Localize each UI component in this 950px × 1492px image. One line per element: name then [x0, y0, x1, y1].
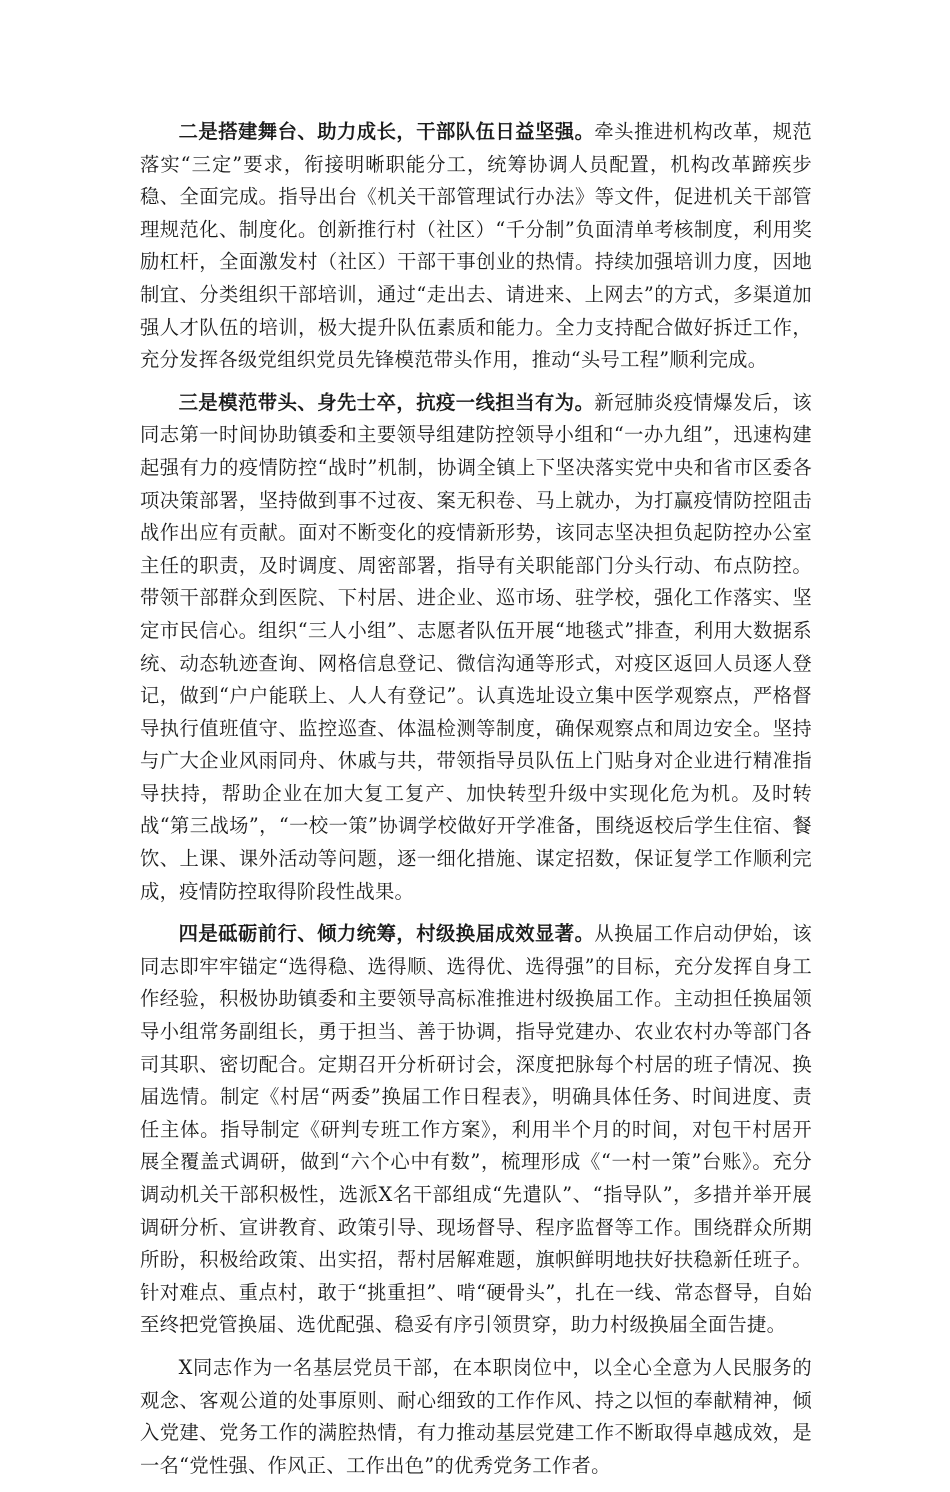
- paragraph-epidemic: [140, 387, 812, 909]
- paragraph-body: 新冠肺炎疫情爆发后，该同志第一时间协助镇委和主要领导组建防控领导小组和“一办九组”，迅速构建起强有力的疫情防控“战时”机制，协调全镇上下坚决落实党中央和省市区委各项决策部署，坚持做到事不过夜、案无积卷、马上就办，为打赢疫情防控阻击战作出应有贡献。面对不断变化的疫情新形势，该同志坚决担负起防控办公室主任的职责，及时调度、周密部署，指导有关职能部门分头行动、布点防控。带领干部群众到医院、下村居、进企业、巡市场、驻学校，强化工作落实、坚定市民信心。组织“三人小组”、志愿者队伍开展“地毯式”排查，利用大数据系统、动态轨迹查询、网格信息登记、微信沟通等形式，对疫区返回人员逐人登记，做到“户户能联上、人人有登记”。认真选址设立集中医学观察点，严格督导执行值班值守、监控巡查、体温检测等制度，确保观察点和周边安全。坚持与广大企业风雨同舟、休戚与共，带领指导员队伍上门贴身对企业进行精准指导扶持，帮助企业在加大复工复产、加快转型升级中实现化危为机。及时转战“第三战场”，“一校一策”协调学校做好开学准备，围绕返校后学生住宿、餐饮、上课、课外活动等问题，逐一细化措施、谋定招数，保证复学工作顺利完成，疫情防控取得阶段性战果。: [140, 390, 812, 903]
- document-page: [140, 116, 812, 1492]
- paragraph-lead: 二是搭建舞台、助力成长，干部队伍日益坚强。: [178, 120, 595, 143]
- paragraph-cadre-team: [140, 116, 812, 377]
- paragraph-body: 从换届工作启动伊始，该同志即牢牢锚定“选得稳、选得顺、选得优、选得强”的目标，充分发挥自身工作经验，积极协助镇委和主要领导高标准推进村级换届工作。主动担任换届领导小组常务副组长，勇于担当、善于协调，指导党建办、农业农村办等部门各司其职、密切配合。定期召开分析研讨会，深度把脉每个村居的班子情况、换届选情。制定《村居“两委”换届工作日程表》，明确具体任务、时间进度、责任主体。指导制定《研判专班工作方案》，利用半个月的时间，对包干村居开展全覆盖式调研，做到“六个心中有数”，梳理形成《“一村一策”台账》。充分调动机关干部积极性，选派X名干部组成“先遣队”、“指导队”，多措并举开展调研分析、宣讲教育、政策引导、现场督导、程序监督等工作。围绕群众所期所盼，积极给政策、出实招，帮村居解难题，旗帜鲜明地扶好扶稳新任班子。针对难点、重点村，敢于“挑重担”、啃“硬骨头”，扎在一线、常态督导，自始至终把党管换届、选优配强、稳妥有序引领贯穿，助力村级换届全面告捷。: [140, 922, 812, 1337]
- paragraph-lead: 四是砥砺前行、倾力统筹，村级换届成效显著。: [178, 922, 595, 946]
- paragraph-body: 牵头推进机构改革，规范落实“三定”要求，衔接明晰职能分工，统筹协调人员配置，机构改革蹄疾步稳、全面完成。指导出台《机关干部管理试行办法》等文件，促进机关干部管理规范化、制度化。创新推行村（社区）“千分制”负面清单考核制度，利用奖励杠杆，全面激发村（社区）干部干事创业的热情。持续加强培训力度，因地制宜、分类组织干部培训，通过“走出去、请进来、上网去”的方式，多渠道加强人才队伍的培训，极大提升队伍素质和能力。全力支持配合做好拆迁工作，充分发挥各级党组织党员先锋模范带头作用，推动“头号工程”顺利完成。: [140, 120, 812, 372]
- paragraph-election: [140, 918, 812, 1342]
- paragraph-closing: X同志作为一名基层党员干部，在本职岗位中，以全心全意为人民服务的观念、客观公道的处事原则、耐心细致的工作作风、持之以恒的奉献精神，倾入党建、党务工作的满腔热情，有力推动基层党建工作不断取得卓越成效，是一名“党性强、作风正、工作出色”的优秀党务工作者。: [140, 1355, 812, 1477]
- paragraph-lead: 三是模范带头、身先士卒，抗疫一线担当有为。: [178, 390, 595, 414]
